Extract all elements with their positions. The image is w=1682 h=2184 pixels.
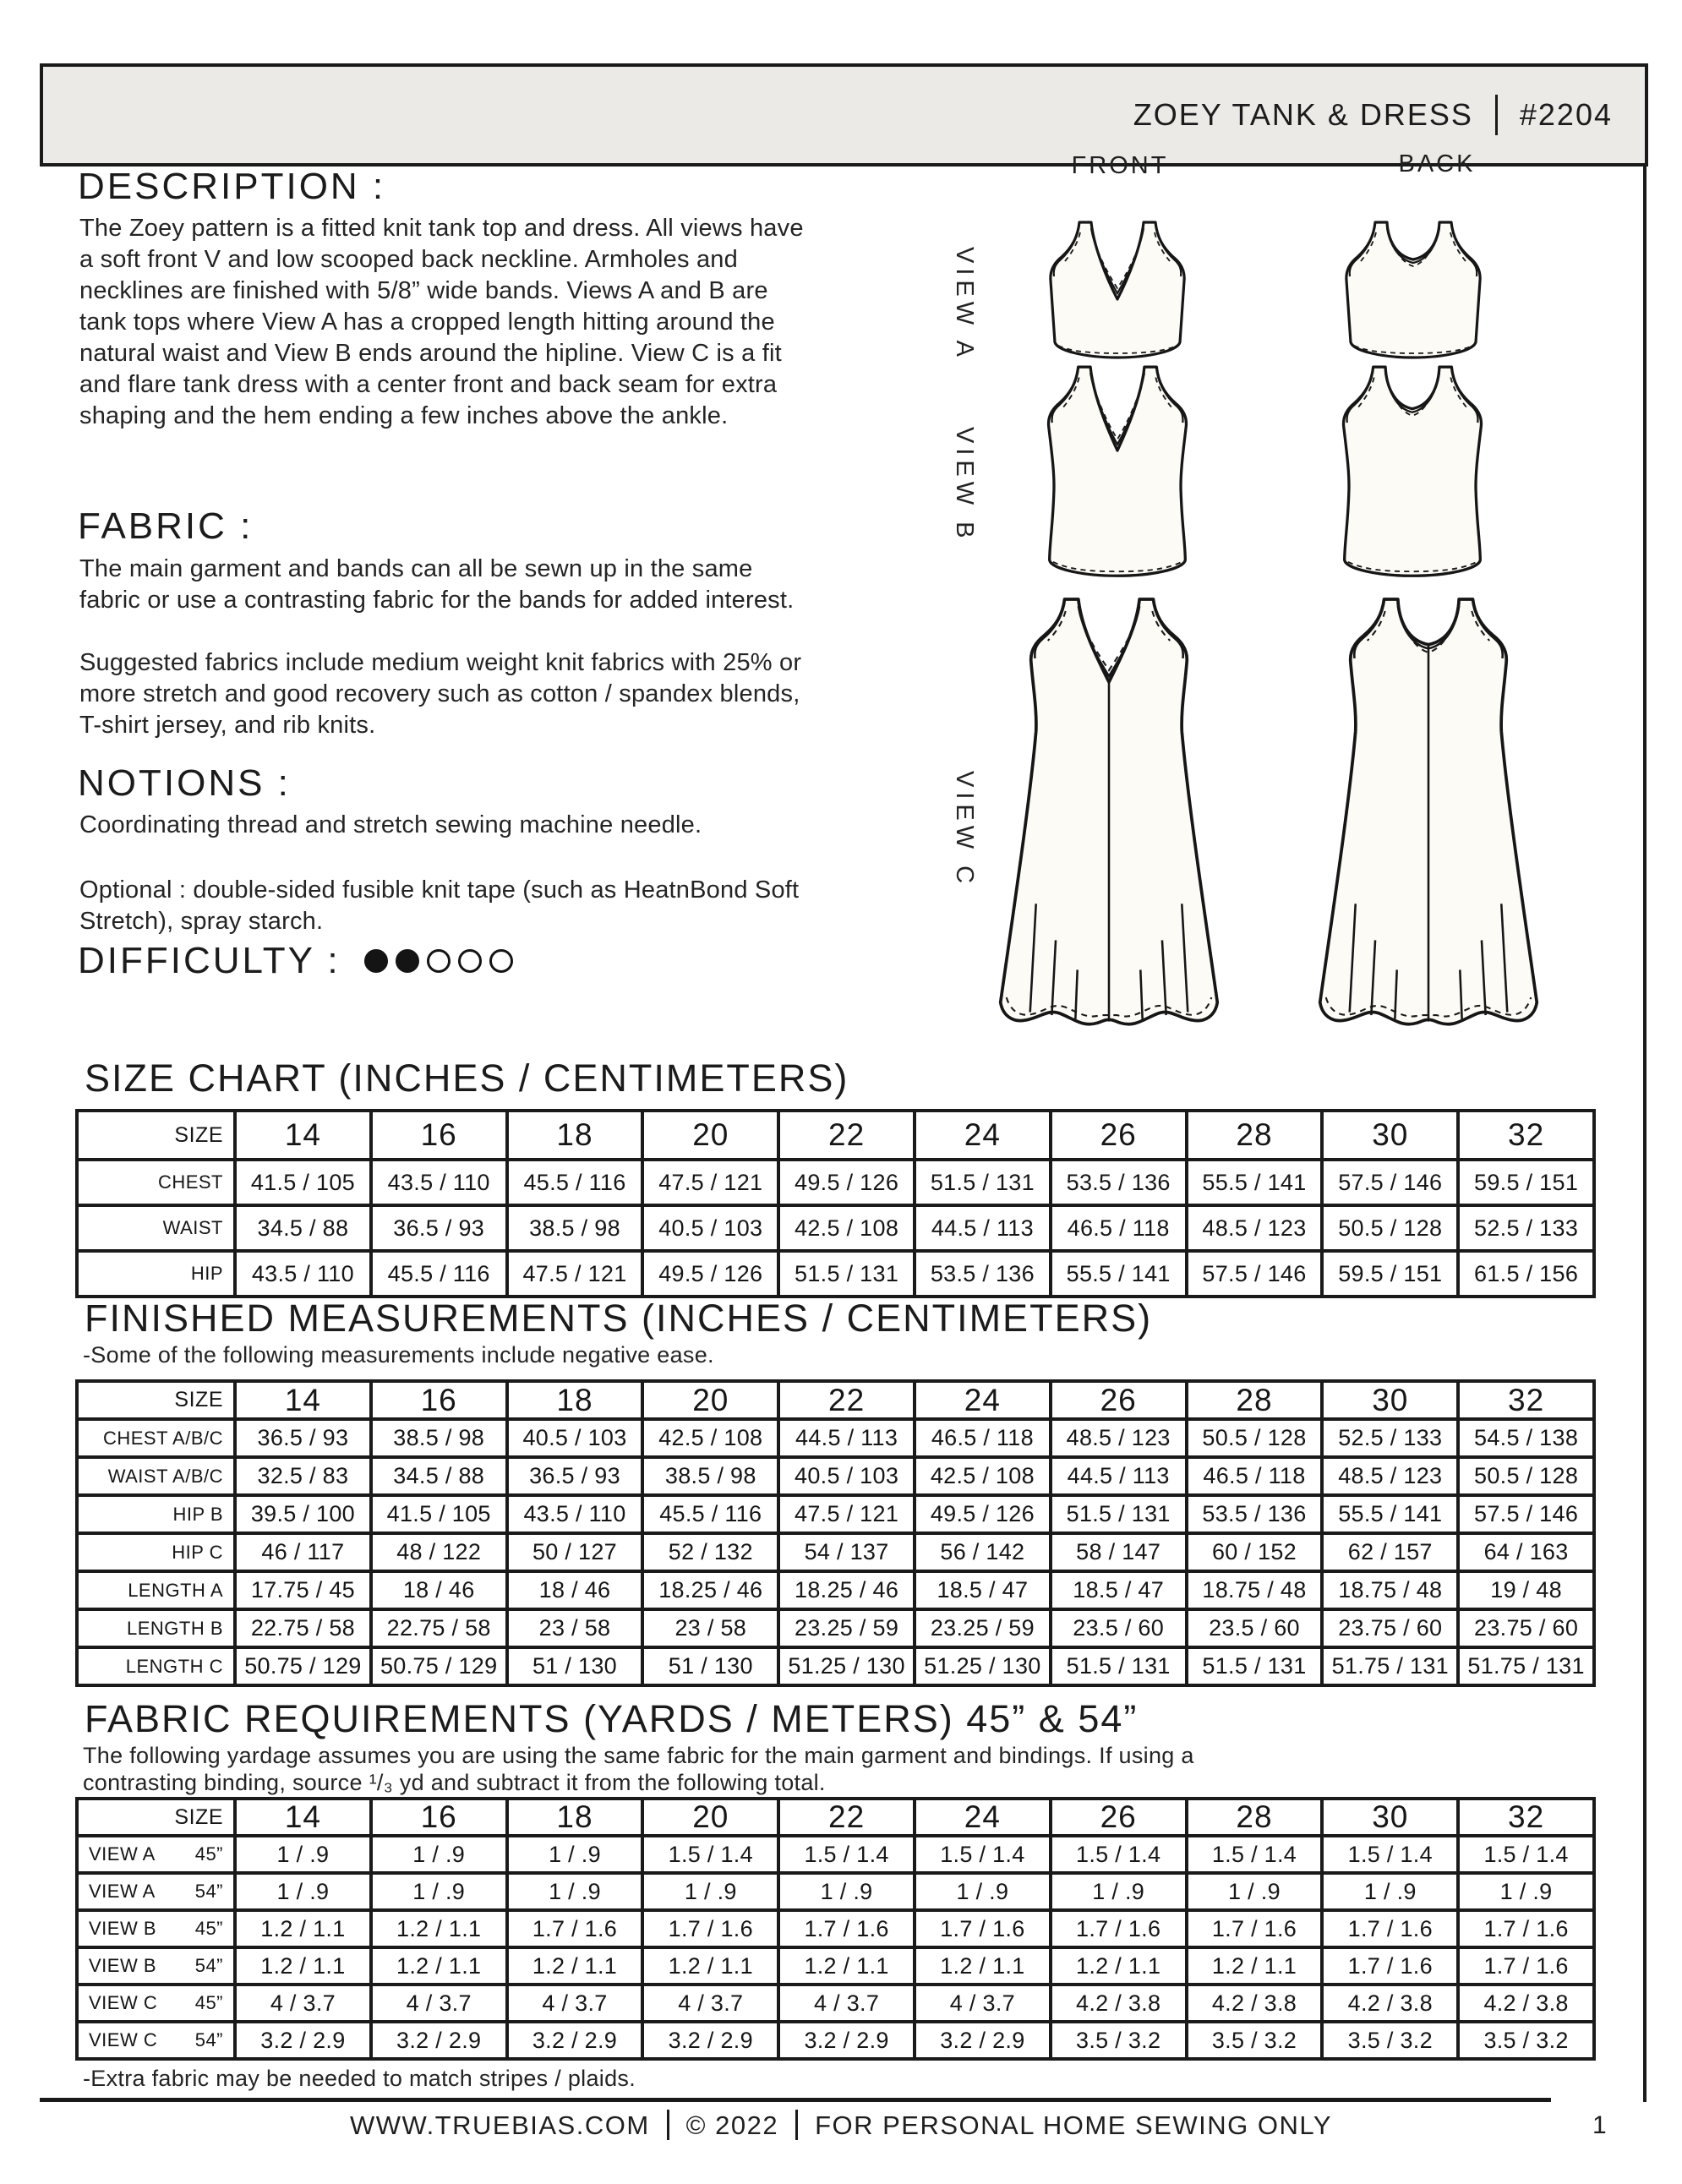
value-cell: 1.5 / 1.4 (778, 1836, 915, 1873)
front-column-label: FRONT (1071, 152, 1169, 179)
size-header-cell: 28 (1187, 1799, 1323, 1836)
size-header-cell: 18 (507, 1799, 643, 1836)
difficulty-dot-empty (489, 949, 513, 973)
value-cell: 1.2 / 1.1 (915, 1947, 1051, 1985)
size-header-cell: 32 (1458, 1799, 1594, 1836)
value-cell: 23.25 / 59 (915, 1609, 1051, 1647)
value-cell: 1.2 / 1.1 (371, 1910, 507, 1947)
value-cell: 40.5 / 103 (507, 1419, 643, 1457)
footer (0, 2110, 1682, 2141)
value-cell: 1.2 / 1.1 (1051, 1947, 1187, 1985)
value-cell: 1.2 / 1.1 (235, 1947, 371, 1985)
row-label-cell: CHEST (77, 1160, 235, 1205)
value-cell: 51 / 130 (642, 1647, 778, 1685)
value-cell: 44.5 / 113 (915, 1205, 1051, 1251)
value-cell: 18.75 / 48 (1322, 1571, 1458, 1609)
value-cell: 18.25 / 46 (778, 1571, 915, 1609)
value-cell: 3.2 / 2.9 (915, 2022, 1051, 2059)
value-cell: 55.5 / 141 (1187, 1160, 1323, 1205)
value-cell: 1 / .9 (507, 1873, 643, 1910)
value-cell: 44.5 / 113 (778, 1419, 915, 1457)
footer-divider (667, 2110, 669, 2140)
fabric-requirements-note-line1: The following yardage assumes you are using the same fabric for the main garment and bindings. If using a (83, 1743, 1194, 1768)
value-cell: 3.2 / 2.9 (642, 2022, 778, 2059)
value-cell: 1.7 / 1.6 (507, 1910, 643, 1947)
value-cell: 1 / .9 (1051, 1873, 1187, 1910)
row-label-cell: LENGTH B (77, 1609, 235, 1647)
value-cell: 34.5 / 88 (371, 1457, 507, 1495)
header-divider (1495, 95, 1498, 135)
difficulty-dot-filled (364, 949, 388, 973)
size-header-cell: 26 (1051, 1381, 1187, 1419)
description-body: The Zoey pattern is a fitted knit tank top and dress. All views have a soft front V and low scooped back neckline. Armholes and necklines are finished with 5/8” wide bands. Views A and B are tank tops where View A has a cropped length hitting around the natural waist and View B ends around the hipline. View C is a fit and flare tank dress with a center front and back seam for extra shaping and the hem ending a few inches above the ankle. (79, 215, 804, 429)
value-cell: 1 / .9 (778, 1873, 915, 1910)
value-cell: 52.5 / 133 (1322, 1419, 1458, 1457)
value-cell: 61.5 / 156 (1458, 1251, 1594, 1297)
table-row (77, 1609, 1594, 1647)
value-cell: 18.5 / 47 (915, 1571, 1051, 1609)
row-label-cell: VIEW C 45” (77, 1985, 235, 2022)
fabric-requirements-title: FABRIC REQUIREMENTS (YARDS / METERS) 45” & 54” (85, 1697, 1139, 1740)
page-number: 1 (1592, 2111, 1607, 2139)
size-header-cell: 20 (642, 1381, 778, 1419)
value-cell: 18 / 46 (371, 1571, 507, 1609)
value-cell: 1.5 / 1.4 (1322, 1836, 1458, 1873)
value-cell: 23.5 / 60 (1187, 1609, 1323, 1647)
size-header-cell: 24 (915, 1799, 1051, 1836)
table-row (77, 1251, 1594, 1297)
value-cell: 1.7 / 1.6 (915, 1910, 1051, 1947)
value-cell: 22.75 / 58 (371, 1609, 507, 1647)
value-cell: 41.5 / 105 (371, 1495, 507, 1533)
row-label-cell: HIP B (77, 1495, 235, 1533)
value-cell: 4 / 3.7 (235, 1985, 371, 2022)
value-cell: 49.5 / 126 (915, 1495, 1051, 1533)
value-cell: 45.5 / 116 (371, 1251, 507, 1297)
value-cell: 1.2 / 1.1 (235, 1910, 371, 1947)
footer-divider (795, 2110, 798, 2140)
value-cell: 51.5 / 131 (915, 1160, 1051, 1205)
value-cell: 17.75 / 45 (235, 1571, 371, 1609)
value-cell: 1 / .9 (371, 1873, 507, 1910)
value-cell: 1.7 / 1.6 (1458, 1947, 1594, 1985)
value-cell: 46 / 117 (235, 1533, 371, 1571)
value-cell: 56 / 142 (915, 1533, 1051, 1571)
value-cell: 45.5 / 116 (507, 1160, 643, 1205)
value-cell: 1 / .9 (1458, 1873, 1594, 1910)
value-cell: 38.5 / 98 (507, 1205, 643, 1251)
footer-rule (40, 2098, 1551, 2102)
value-cell: 52 / 132 (642, 1533, 778, 1571)
pattern-number: #2204 (1519, 97, 1613, 132)
row-label-cell: HIP C (77, 1533, 235, 1571)
size-header-cell: 30 (1322, 1111, 1458, 1160)
value-cell: 51.5 / 131 (1187, 1647, 1323, 1685)
value-cell: 18.5 / 47 (1051, 1571, 1187, 1609)
size-header-cell: 22 (778, 1381, 915, 1419)
row-label-cell: LENGTH A (77, 1571, 235, 1609)
view-a-back-drawing-icon (1329, 216, 1498, 379)
size-header-cell: 22 (778, 1111, 915, 1160)
size-header-cell: 28 (1187, 1111, 1323, 1160)
row-label-cell: WAIST A/B/C (77, 1457, 235, 1495)
row-label-cell: LENGTH C (77, 1647, 235, 1685)
table-row (77, 1910, 1594, 1947)
value-cell: 50.5 / 128 (1458, 1457, 1594, 1495)
value-cell: 57.5 / 146 (1458, 1495, 1594, 1533)
value-cell: 60 / 152 (1187, 1533, 1323, 1571)
size-header-cell: 30 (1322, 1381, 1458, 1419)
value-cell: 58 / 147 (1051, 1533, 1187, 1571)
value-cell: 18.25 / 46 (642, 1571, 778, 1609)
value-cell: 3.5 / 3.2 (1187, 2022, 1323, 2059)
value-cell: 3.2 / 2.9 (778, 2022, 915, 2059)
value-cell: 4 / 3.7 (507, 1985, 643, 2022)
table-row (77, 2022, 1594, 2059)
value-cell: 1.7 / 1.6 (642, 1910, 778, 1947)
notions-heading: NOTIONS : (78, 762, 291, 804)
value-cell: 43.5 / 110 (235, 1251, 371, 1297)
fabric-requirements-note-line2: contrasting binding, source ¹/₃ yd and subtract it from the following total. (83, 1770, 826, 1795)
row-label-cell: SIZE (77, 1381, 235, 1419)
fabric-body-2: Suggested fabrics include medium weight knit fabrics with 25% or more stretch and good recovery such as cotton / spandex blends, T-shirt jersey, and rib knits. (79, 649, 802, 739)
value-cell: 4.2 / 3.8 (1458, 1985, 1594, 2022)
fabric-requirements-table (75, 1797, 1596, 2061)
size-header-cell: 14 (235, 1381, 371, 1419)
size-header-cell: 18 (507, 1111, 643, 1160)
size-header-cell: 20 (642, 1111, 778, 1160)
value-cell: 50.5 / 128 (1322, 1205, 1458, 1251)
value-cell: 22.75 / 58 (235, 1609, 371, 1647)
value-cell: 48.5 / 123 (1051, 1419, 1187, 1457)
row-label-cell: SIZE (77, 1799, 235, 1836)
table-row (77, 1647, 1594, 1685)
size-header-cell: 32 (1458, 1381, 1594, 1419)
notions-body-1: Coordinating thread and stretch sewing machine needle. (79, 811, 702, 838)
value-cell: 34.5 / 88 (235, 1205, 371, 1251)
value-cell: 48.5 / 123 (1322, 1457, 1458, 1495)
view-b-label: VIEW B (951, 427, 978, 543)
value-cell: 3.5 / 3.2 (1051, 2022, 1187, 2059)
difficulty-dot-empty (458, 949, 482, 973)
value-cell: 46.5 / 118 (1187, 1457, 1323, 1495)
value-cell: 1 / .9 (235, 1873, 371, 1910)
row-label-cell: HIP (77, 1251, 235, 1297)
value-cell: 54.5 / 138 (1458, 1419, 1594, 1457)
value-cell: 3.2 / 2.9 (235, 2022, 371, 2059)
table-row (77, 1419, 1594, 1457)
difficulty-dot-empty (427, 949, 451, 973)
value-cell: 1.2 / 1.1 (507, 1947, 643, 1985)
value-cell: 1 / .9 (1187, 1873, 1323, 1910)
value-cell: 1.7 / 1.6 (1051, 1910, 1187, 1947)
value-cell: 47.5 / 121 (778, 1495, 915, 1533)
value-cell: 51.5 / 131 (778, 1251, 915, 1297)
value-cell: 42.5 / 108 (778, 1205, 915, 1251)
notions-body-2: Optional : double-sided fusible knit tape (such as HeatnBond Soft Stretch), spray starch. (79, 876, 800, 935)
value-cell: 1 / .9 (235, 1836, 371, 1873)
value-cell: 43.5 / 110 (371, 1160, 507, 1205)
value-cell: 47.5 / 121 (642, 1160, 778, 1205)
value-cell: 55.5 / 141 (1322, 1495, 1458, 1533)
value-cell: 36.5 / 93 (235, 1419, 371, 1457)
value-cell: 50 / 127 (507, 1533, 643, 1571)
value-cell: 1.7 / 1.6 (1322, 1910, 1458, 1947)
row-label-cell: CHEST A/B/C (77, 1419, 235, 1457)
value-cell: 59.5 / 151 (1458, 1160, 1594, 1205)
value-cell: 1.5 / 1.4 (915, 1836, 1051, 1873)
value-cell: 1.2 / 1.1 (642, 1947, 778, 1985)
table-row (77, 1381, 1594, 1419)
value-cell: 51.75 / 131 (1322, 1647, 1458, 1685)
value-cell: 23.25 / 59 (778, 1609, 915, 1647)
table-row (77, 1533, 1594, 1571)
row-label-cell: VIEW A 45” (77, 1836, 235, 1873)
difficulty-row (78, 940, 513, 982)
value-cell: 3.5 / 3.2 (1458, 2022, 1594, 2059)
value-cell: 36.5 / 93 (507, 1457, 643, 1495)
value-cell: 3.2 / 2.9 (507, 2022, 643, 2059)
row-label-cell: VIEW B 45” (77, 1910, 235, 1947)
value-cell: 39.5 / 100 (235, 1495, 371, 1533)
row-label-cell: VIEW A 54” (77, 1873, 235, 1910)
value-cell: 4 / 3.7 (778, 1985, 915, 2022)
value-cell: 1 / .9 (642, 1873, 778, 1910)
footer-license: FOR PERSONAL HOME SEWING ONLY (815, 2110, 1332, 2140)
size-chart-title: SIZE CHART (INCHES / CENTIMETERS) (85, 1057, 849, 1100)
size-header-cell: 32 (1458, 1111, 1594, 1160)
size-header-cell: 24 (915, 1111, 1051, 1160)
value-cell: 51.75 / 131 (1458, 1647, 1594, 1685)
value-cell: 64 / 163 (1458, 1533, 1594, 1571)
value-cell: 4 / 3.7 (371, 1985, 507, 2022)
value-cell: 1.2 / 1.1 (778, 1947, 915, 1985)
value-cell: 51.25 / 130 (915, 1647, 1051, 1685)
value-cell: 3.5 / 3.2 (1322, 2022, 1458, 2059)
value-cell: 23 / 58 (642, 1609, 778, 1647)
value-cell: 1.2 / 1.1 (1187, 1947, 1323, 1985)
value-cell: 54 / 137 (778, 1533, 915, 1571)
difficulty-heading: DIFFICULTY : (78, 940, 341, 981)
value-cell: 1 / .9 (371, 1836, 507, 1873)
value-cell: 36.5 / 93 (371, 1205, 507, 1251)
table-row (77, 1873, 1594, 1910)
footer-copyright: © 2022 (685, 2110, 779, 2140)
finished-measurements-note: -Some of the following measurements include negative ease. (83, 1342, 714, 1368)
finished-measurements-table (75, 1379, 1596, 1687)
size-header-cell: 14 (235, 1799, 371, 1836)
value-cell: 44.5 / 113 (1051, 1457, 1187, 1495)
table-row (77, 1111, 1594, 1160)
value-cell: 57.5 / 146 (1322, 1160, 1458, 1205)
value-cell: 38.5 / 98 (642, 1457, 778, 1495)
value-cell: 50.5 / 128 (1187, 1419, 1323, 1457)
size-header-cell: 30 (1322, 1799, 1458, 1836)
size-chart-table (75, 1109, 1596, 1298)
table-row (77, 1836, 1594, 1873)
size-header-cell: 16 (371, 1799, 507, 1836)
view-a-front-drawing-icon (1033, 216, 1202, 379)
size-header-cell: 14 (235, 1111, 371, 1160)
value-cell: 1 / .9 (915, 1873, 1051, 1910)
value-cell: 19 / 48 (1458, 1571, 1594, 1609)
view-c-back-drawing-icon (1310, 593, 1547, 1057)
value-cell: 1.7 / 1.6 (1187, 1910, 1323, 1947)
row-label-cell: VIEW B 54” (77, 1947, 235, 1985)
table-row (77, 1160, 1594, 1205)
value-cell: 40.5 / 103 (778, 1457, 915, 1495)
value-cell: 38.5 / 98 (371, 1419, 507, 1457)
size-header-cell: 22 (778, 1799, 915, 1836)
value-cell: 23 / 58 (507, 1609, 643, 1647)
value-cell: 53.5 / 136 (915, 1251, 1051, 1297)
value-cell: 47.5 / 121 (507, 1251, 643, 1297)
value-cell: 53.5 / 136 (1051, 1160, 1187, 1205)
description-heading: DESCRIPTION : (78, 166, 386, 207)
size-header-cell: 18 (507, 1381, 643, 1419)
pattern-title: ZOEY TANK & DRESS (1133, 97, 1473, 132)
table-row (77, 1571, 1594, 1609)
view-c-front-drawing-icon (991, 593, 1227, 1057)
value-cell: 43.5 / 110 (507, 1495, 643, 1533)
value-cell: 1.5 / 1.4 (642, 1836, 778, 1873)
value-cell: 53.5 / 136 (1187, 1495, 1323, 1533)
row-label-cell: SIZE (77, 1111, 235, 1160)
value-cell: 4 / 3.7 (642, 1985, 778, 2022)
value-cell: 42.5 / 108 (642, 1419, 778, 1457)
fabric-body-1: The main garment and bands can all be sewn up in the same fabric or use a contrasting fabric for the bands for added interest. (79, 555, 795, 614)
value-cell: 23.75 / 60 (1322, 1609, 1458, 1647)
value-cell: 4.2 / 3.8 (1187, 1985, 1323, 2022)
table-row (77, 1799, 1594, 1836)
table-row (77, 1205, 1594, 1251)
value-cell: 51.25 / 130 (778, 1647, 915, 1685)
view-a-label: VIEW A (951, 247, 978, 362)
value-cell: 49.5 / 126 (642, 1251, 778, 1297)
size-header-cell: 26 (1051, 1799, 1187, 1836)
value-cell: 41.5 / 105 (235, 1160, 371, 1205)
value-cell: 42.5 / 108 (915, 1457, 1051, 1495)
size-header-cell: 28 (1187, 1381, 1323, 1419)
value-cell: 1 / .9 (507, 1836, 643, 1873)
difficulty-dots (364, 949, 513, 973)
value-cell: 32.5 / 83 (235, 1457, 371, 1495)
size-header-cell: 20 (642, 1799, 778, 1836)
fabric-heading: FABRIC : (78, 505, 254, 547)
value-cell: 51.5 / 131 (1051, 1495, 1187, 1533)
size-header-cell: 26 (1051, 1111, 1187, 1160)
value-cell: 49.5 / 126 (778, 1160, 915, 1205)
value-cell: 4 / 3.7 (915, 1985, 1051, 2022)
row-label-cell: VIEW C 54” (77, 2022, 235, 2059)
table-row (77, 1495, 1594, 1533)
value-cell: 1.5 / 1.4 (1187, 1836, 1323, 1873)
value-cell: 55.5 / 141 (1051, 1251, 1187, 1297)
value-cell: 23.5 / 60 (1051, 1609, 1187, 1647)
value-cell: 62 / 157 (1322, 1533, 1458, 1571)
value-cell: 1.5 / 1.4 (1051, 1836, 1187, 1873)
table-row (77, 1457, 1594, 1495)
table-row (77, 1985, 1594, 2022)
value-cell: 1 / .9 (1322, 1873, 1458, 1910)
value-cell: 1.7 / 1.6 (1322, 1947, 1458, 1985)
view-c-label: VIEW C (951, 771, 978, 889)
value-cell: 50.75 / 129 (235, 1647, 371, 1685)
size-header-cell: 24 (915, 1381, 1051, 1419)
value-cell: 4.2 / 3.8 (1322, 1985, 1458, 2022)
footer-website: WWW.TRUEBIAS.COM (350, 2110, 650, 2140)
value-cell: 48.5 / 123 (1187, 1205, 1323, 1251)
page-right-rule (1643, 165, 1647, 2102)
difficulty-dot-filled (396, 949, 419, 973)
value-cell: 23.75 / 60 (1458, 1609, 1594, 1647)
value-cell: 3.2 / 2.9 (371, 2022, 507, 2059)
row-label-cell: WAIST (77, 1205, 235, 1251)
value-cell: 57.5 / 146 (1187, 1251, 1323, 1297)
value-cell: 4.2 / 3.8 (1051, 1985, 1187, 2022)
value-cell: 46.5 / 118 (915, 1419, 1051, 1457)
value-cell: 40.5 / 103 (642, 1205, 778, 1251)
extra-fabric-note: -Extra fabric may be needed to match stripes / plaids. (83, 2066, 636, 2091)
value-cell: 51 / 130 (507, 1647, 643, 1685)
size-header-cell: 16 (371, 1381, 507, 1419)
value-cell: 59.5 / 151 (1322, 1251, 1458, 1297)
value-cell: 46.5 / 118 (1051, 1205, 1187, 1251)
value-cell: 1.2 / 1.1 (371, 1947, 507, 1985)
value-cell: 1.7 / 1.6 (778, 1910, 915, 1947)
finished-measurements-title: FINISHED MEASUREMENTS (INCHES / CENTIMETERS) (85, 1297, 1153, 1340)
value-cell: 18 / 46 (507, 1571, 643, 1609)
value-cell: 1.7 / 1.6 (1458, 1910, 1594, 1947)
value-cell: 45.5 / 116 (642, 1495, 778, 1533)
value-cell: 48 / 122 (371, 1533, 507, 1571)
value-cell: 52.5 / 133 (1458, 1205, 1594, 1251)
view-b-back-drawing-icon (1325, 362, 1499, 597)
value-cell: 18.75 / 48 (1187, 1571, 1323, 1609)
value-cell: 50.75 / 129 (371, 1647, 507, 1685)
size-header-cell: 16 (371, 1111, 507, 1160)
value-cell: 51.5 / 131 (1051, 1647, 1187, 1685)
value-cell: 1.5 / 1.4 (1458, 1836, 1594, 1873)
back-column-label: BACK (1398, 150, 1476, 177)
table-row (77, 1947, 1594, 1985)
view-b-front-drawing-icon (1030, 362, 1204, 597)
